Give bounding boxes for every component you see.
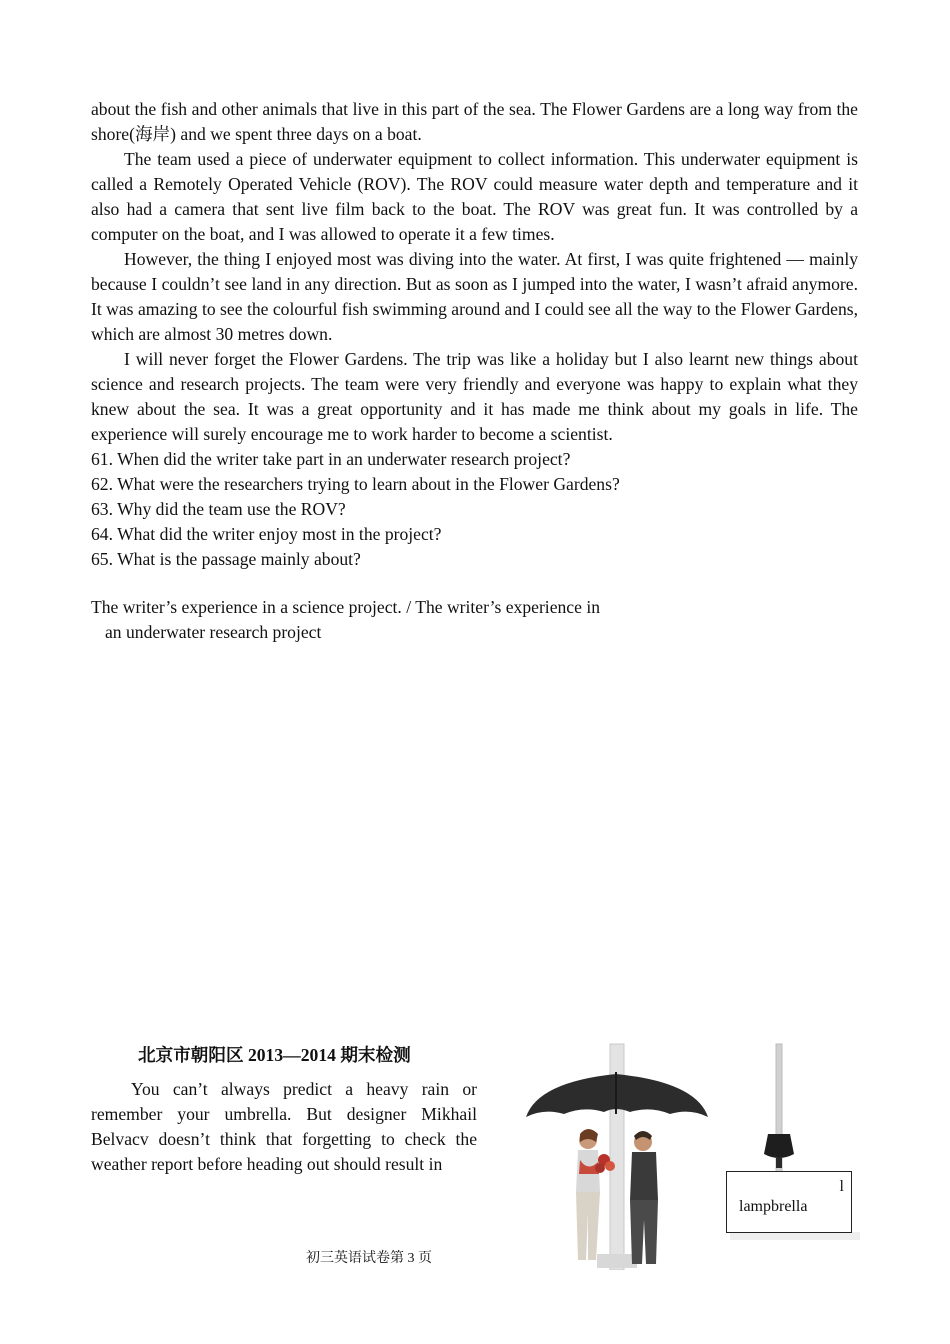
lampbrella-label: lampbrella: [739, 1198, 808, 1215]
question-63: 63. Why did the team use the ROV?: [91, 499, 346, 519]
passage-paragraph-3: However, the thing I enjoyed most was diving into the water. At first, I was quite frightened — mainly because I couldn’t see land in any direction. But as soon as I jumped into the water, I wasn’t afraid anymore. It was amazing to see the colourful fish swimming around and I could see all the way to the Flower Gardens, which are almost 30 metres down.: [91, 249, 858, 344]
lampbrella-paragraph: You can’t always predict a heavy rain or remember your umbrella. But designer Mikhail Belvacv doesn’t think that forgetting to check the weather report before heading out should result in: [91, 1079, 477, 1174]
passage-paragraph-1: about the fish and other animals that live in this part of the sea. The Flower Gardens are a long way from the shore(海岸) and we spent three days on a boat.: [91, 99, 858, 144]
lampbrella-label-box: [726, 1171, 852, 1233]
answer-line-1: The writer’s experience in a science project. / The writer’s experience in: [91, 597, 601, 617]
question-64: 64. What did the writer enjoy most in the project?: [91, 524, 442, 544]
question-61: 61. When did the writer take part in an underwater research project?: [91, 449, 571, 469]
passage: [91, 97, 858, 572]
answer-line-2: an underwater research project: [105, 622, 322, 642]
section-title: 北京市朝阳区 2013—2014 期末检测: [138, 1045, 411, 1065]
label-mark: l: [839, 1178, 844, 1195]
answer-text: [91, 595, 691, 645]
question-65: 65. What is the passage mainly about?: [91, 549, 361, 569]
passage-paragraph-2: The team used a piece of underwater equipment to collect information. This underwater equipment is called a Remotely Operated Vehicle (ROV). The ROV could measure water depth and temperature and it also had a camera that sent live film back to the boat. The ROV was great fun. It was controlled by a computer on the boat, and I was allowed to operate it a few times.: [91, 149, 858, 244]
lampbrella-passage: [91, 1077, 477, 1177]
question-62: 62. What were the researchers trying to learn about in the Flower Gardens?: [91, 474, 620, 494]
folded-lamp-icon: [764, 1134, 794, 1158]
woman-legs: [576, 1192, 600, 1260]
lampbrella-illustration: [500, 1042, 870, 1270]
man-jacket: [630, 1152, 658, 1200]
passage-paragraph-4: I will never forget the Flower Gardens. The trip was like a holiday but I also learnt new things about science and research projects. The team were very friendly and everyone was happy to explain what they knew about the sea. It was a great opportunity and it has made me think about my goals in life. The experience will surely encourage me to work harder to become a scientist.: [91, 349, 858, 444]
page-footer: 初三英语试卷第 3 页: [306, 1251, 432, 1266]
watermark: [730, 1232, 860, 1240]
pole-base-left: [597, 1254, 637, 1268]
